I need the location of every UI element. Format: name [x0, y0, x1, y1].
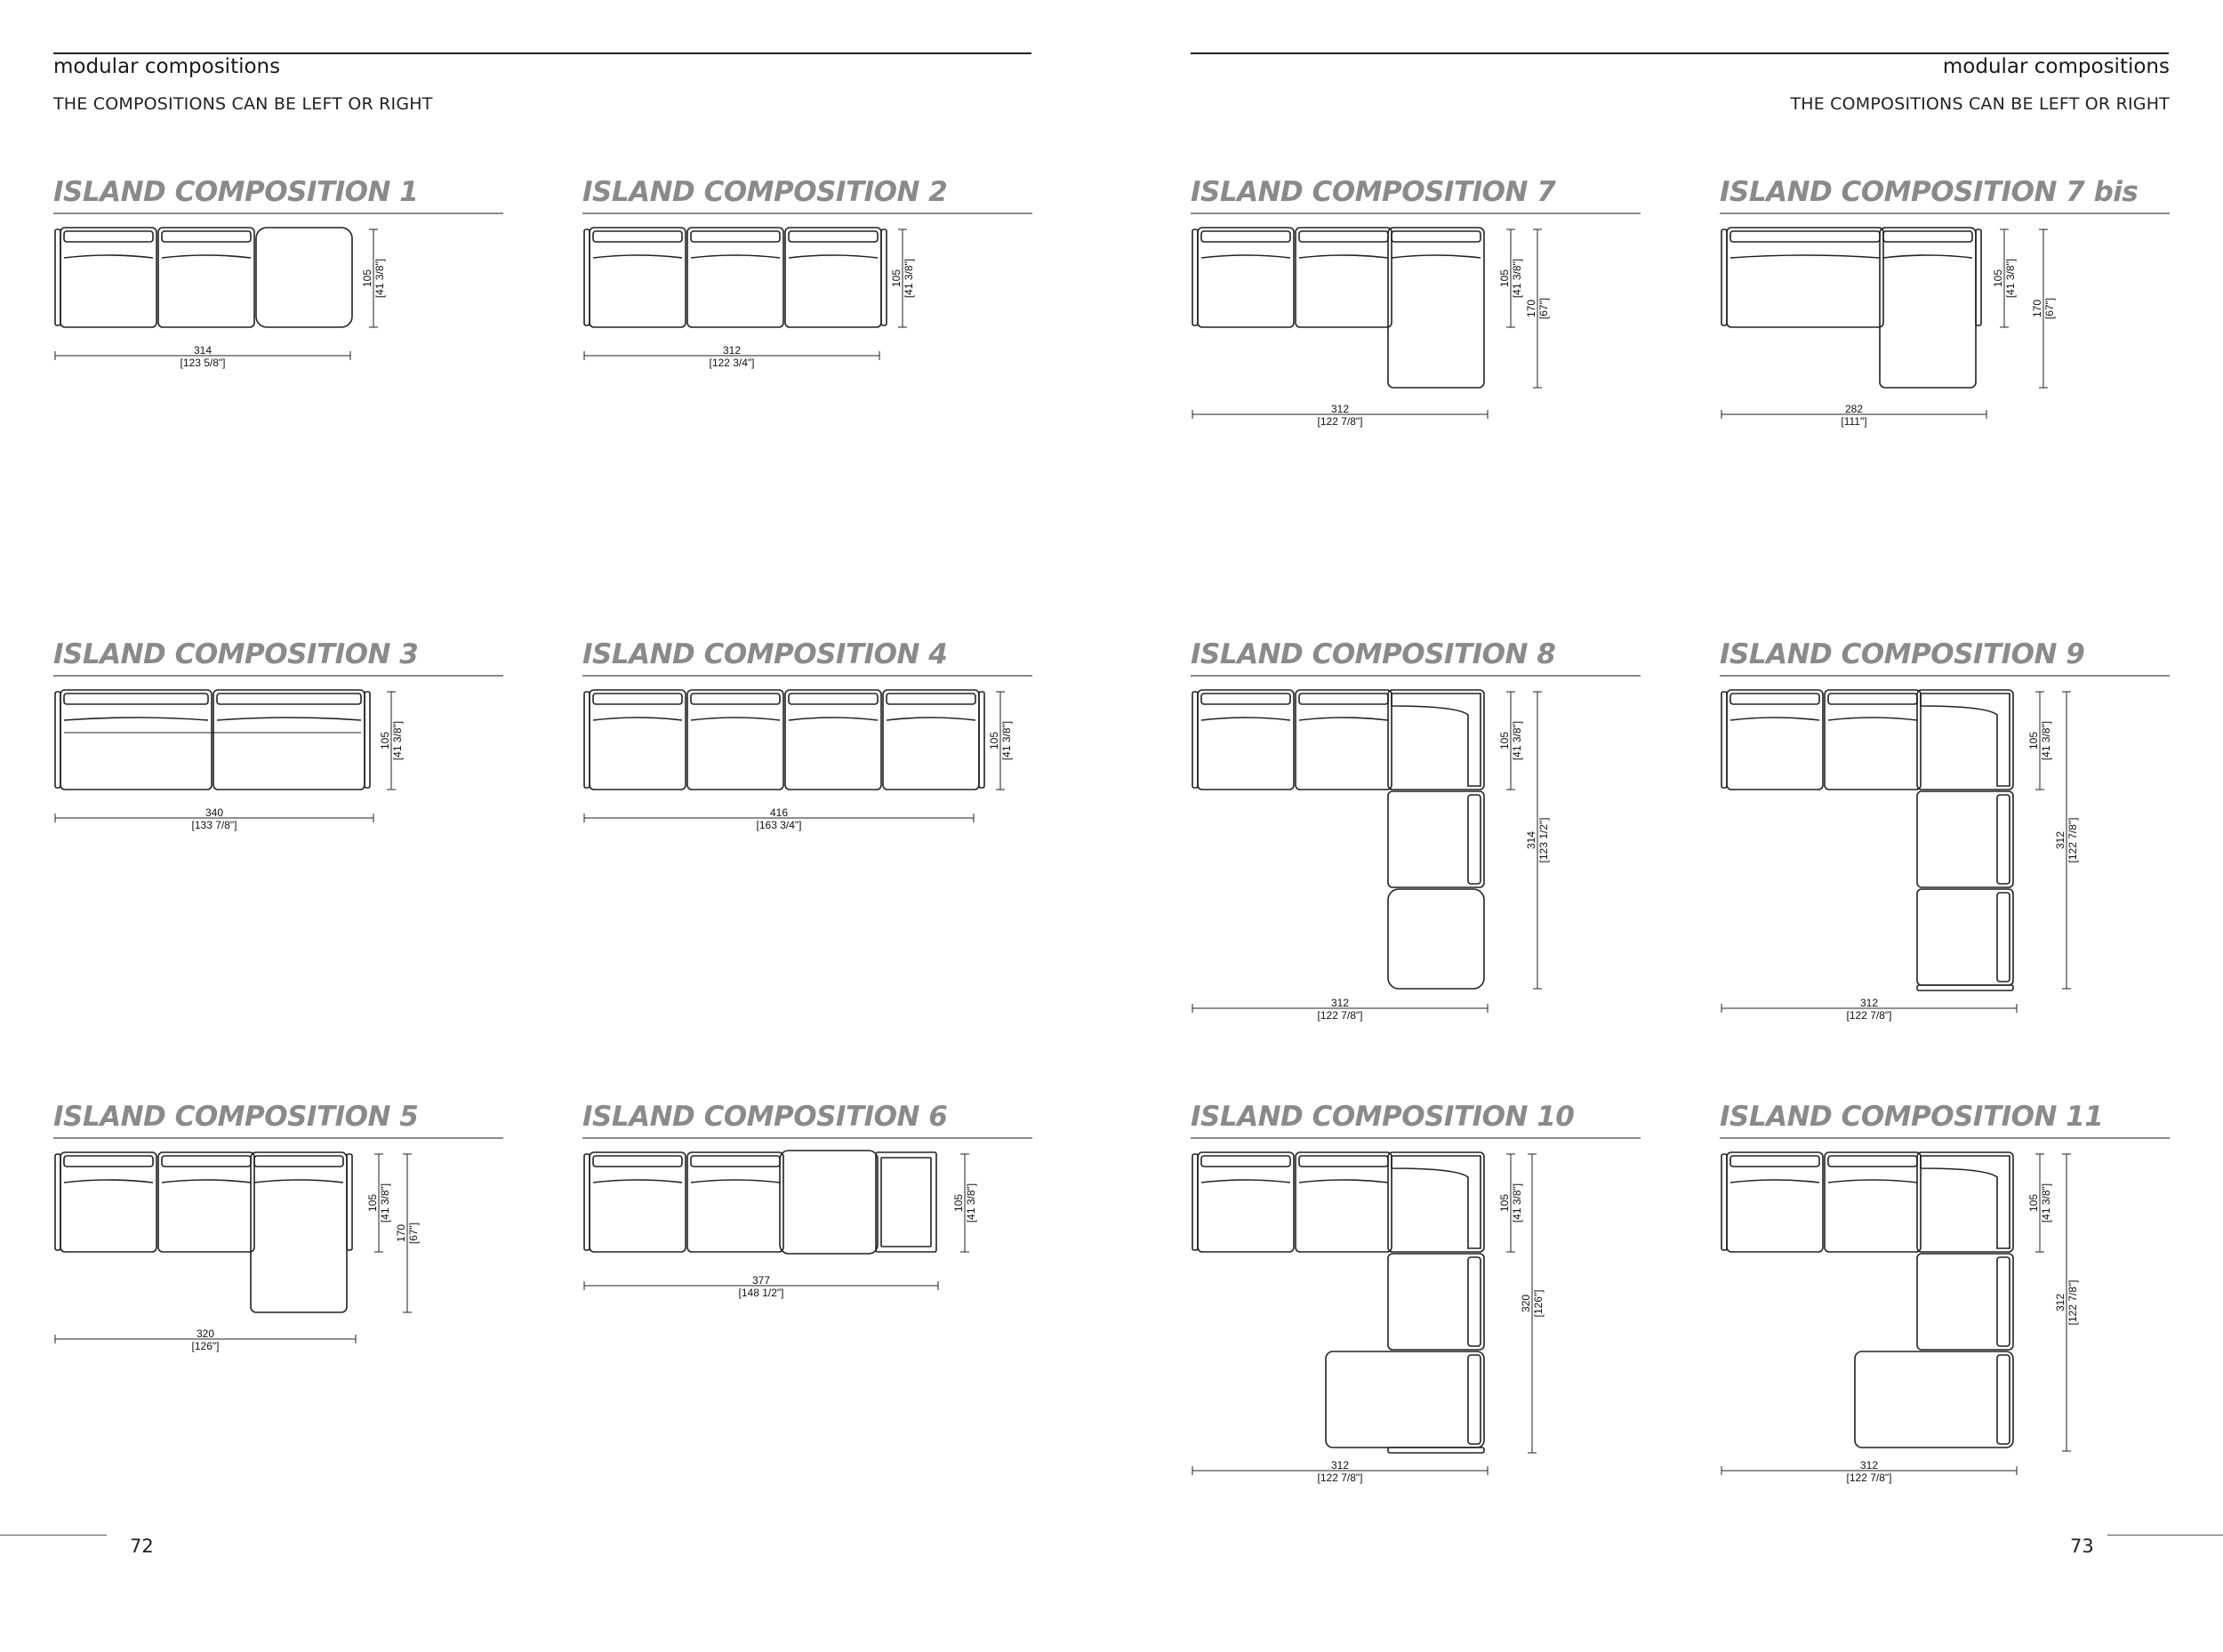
length-cm: 170 [2031, 299, 2043, 318]
depth-cm: 105 [1498, 269, 1511, 288]
depth-in: [41 3/8"] [2040, 720, 2052, 761]
title-rule [53, 213, 503, 214]
width-cm: 340 [205, 806, 224, 819]
depth-cm: 105 [366, 1193, 379, 1213]
depth-cm: 105 [988, 731, 1000, 750]
length-cm: 170 [395, 1223, 407, 1243]
depth-cm: 105 [1498, 1193, 1511, 1213]
width-cm: 320 [196, 1327, 215, 1340]
floor-plan-drawing [1720, 1142, 2171, 1524]
right-page [1112, 0, 2223, 1572]
depth-in: [41 3/8"] [373, 258, 386, 299]
depth-in: [41 3/8"] [2040, 1183, 2052, 1223]
depth-in: [41 3/8"] [379, 1183, 391, 1223]
left-page [0, 0, 1112, 1572]
length-cm: 312 [2054, 830, 2067, 850]
depth-cm: 105 [2027, 1193, 2040, 1213]
depth-in: [41 3/8"] [965, 1183, 977, 1223]
composition-title: ISLAND COMPOSITION 8 [1191, 638, 1556, 670]
page-number: 73 [2070, 1536, 2094, 1557]
width-in: [122 7/8"] [1846, 1009, 1892, 1022]
composition-6 [582, 1101, 1034, 1652]
composition-10 [1191, 1101, 1642, 1652]
width-cm: 312 [1330, 1459, 1350, 1472]
width-in: [122 7/8"] [1317, 1009, 1363, 1022]
width-in: [122 3/4"] [709, 357, 755, 369]
title-rule [1720, 1137, 2170, 1139]
width-in: [122 7/8"] [1317, 415, 1363, 428]
title-rule [53, 675, 503, 677]
header-subtitle: THE COMPOSITIONS CAN BE LEFT OR RIGHT [1790, 94, 2170, 114]
composition-title: ISLAND COMPOSITION 2 [582, 176, 948, 208]
title-rule [582, 675, 1032, 677]
composition-title: ISLAND COMPOSITION 10 [1191, 1101, 1575, 1133]
composition-5 [53, 1101, 505, 1652]
title-rule [53, 1137, 503, 1139]
page-number: 72 [130, 1536, 154, 1557]
length-in: [67"] [407, 1222, 420, 1245]
width-cm: 312 [1330, 997, 1350, 1009]
depth-in: [41 3/8"] [1511, 258, 1523, 299]
title-rule [582, 1137, 1032, 1139]
length-cm: 170 [1525, 299, 1537, 318]
width-in: [148 1/2"] [738, 1287, 784, 1299]
title-rule [1191, 675, 1641, 677]
header-rule [53, 52, 1031, 54]
width-cm: 312 [1859, 997, 1879, 1009]
depth-cm: 105 [2027, 731, 2040, 750]
header-subtitle: THE COMPOSITIONS CAN BE LEFT OR RIGHT [53, 94, 433, 114]
length-cm: 320 [1520, 1294, 1532, 1313]
width-cm: 282 [1844, 403, 1864, 415]
width-in: [163 3/4"] [756, 819, 802, 831]
composition-title: ISLAND COMPOSITION 4 [582, 638, 948, 670]
depth-cm: 105 [361, 269, 373, 288]
composition-title: ISLAND COMPOSITION 7 bis [1720, 176, 2139, 208]
composition-title: ISLAND COMPOSITION 3 [53, 638, 419, 670]
width-cm: 377 [751, 1274, 771, 1287]
depth-cm: 105 [1498, 731, 1511, 750]
width-cm: 312 [722, 344, 742, 357]
width-in: [122 7/8"] [1317, 1472, 1363, 1484]
width-cm: 314 [193, 344, 213, 357]
width-in: [123 5/8"] [180, 357, 226, 369]
title-rule [1720, 213, 2170, 214]
floor-plan-drawing [53, 1142, 505, 1524]
width-in: [122 7/8"] [1846, 1472, 1892, 1484]
title-rule [582, 213, 1032, 214]
header-title: modular compositions [1942, 55, 2170, 78]
length-in: [126"] [1532, 1289, 1545, 1318]
composition-title: ISLAND COMPOSITION 5 [53, 1101, 419, 1133]
length-in: [122 7/8"] [2067, 1279, 2079, 1326]
depth-cm: 105 [379, 731, 391, 750]
length-cm: 314 [1525, 830, 1537, 850]
header-title: modular compositions [53, 55, 281, 78]
composition-title: ISLAND COMPOSITION 6 [582, 1101, 948, 1133]
composition-11 [1720, 1101, 2171, 1652]
depth-in: [41 3/8"] [903, 258, 915, 299]
width-cm: 416 [769, 806, 789, 819]
width-in: [126"] [191, 1340, 220, 1352]
width-in: [133 7/8"] [191, 819, 237, 831]
depth-in: [41 3/8"] [1511, 1183, 1523, 1223]
depth-cm: 105 [1992, 269, 2004, 288]
composition-title: ISLAND COMPOSITION 9 [1720, 638, 2085, 670]
footer-rule [0, 1535, 107, 1536]
header-rule [1191, 52, 2169, 54]
width-in: [111"] [1841, 415, 1867, 428]
length-in: [122 7/8"] [2067, 817, 2079, 863]
length-cm: 312 [2054, 1293, 2067, 1312]
composition-title: ISLAND COMPOSITION 1 [53, 176, 419, 208]
floor-plan-drawing [1191, 1142, 1642, 1524]
composition-title: ISLAND COMPOSITION 11 [1720, 1101, 2104, 1133]
depth-in: [41 3/8"] [2004, 258, 2017, 299]
floor-plan-drawing [582, 1142, 1034, 1524]
depth-cm: 105 [890, 269, 903, 288]
length-in: [123 1/2"] [1537, 817, 1550, 863]
title-rule [1191, 213, 1641, 214]
depth-in: [41 3/8"] [1000, 720, 1013, 761]
depth-in: [41 3/8"] [1511, 720, 1523, 761]
title-rule [1191, 1137, 1641, 1139]
depth-in: [41 3/8"] [391, 720, 404, 761]
composition-title: ISLAND COMPOSITION 7 [1191, 176, 1556, 208]
length-in: [67"] [2043, 297, 2056, 320]
width-cm: 312 [1330, 403, 1350, 415]
width-cm: 312 [1859, 1459, 1879, 1472]
length-in: [67"] [1537, 297, 1550, 320]
depth-cm: 105 [952, 1193, 965, 1213]
title-rule [1720, 675, 2170, 677]
footer-rule [2107, 1535, 2223, 1536]
